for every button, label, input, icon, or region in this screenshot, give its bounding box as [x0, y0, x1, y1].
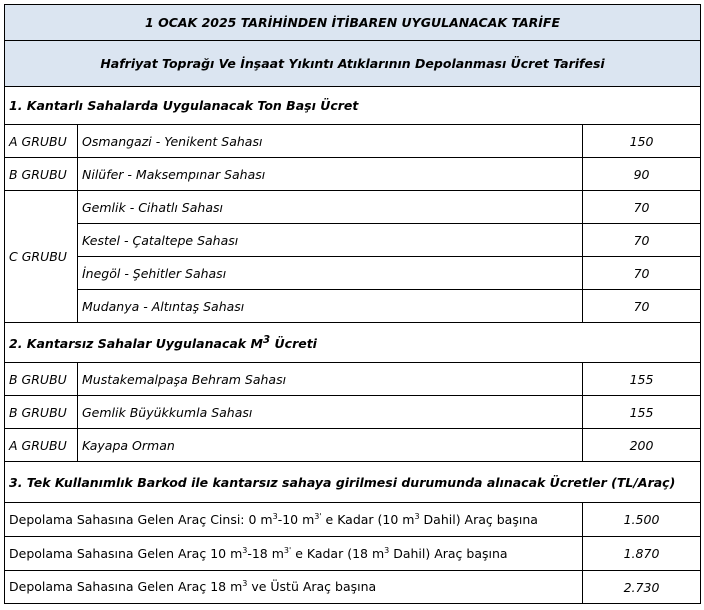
- site-cell: Gemlik Büyükkumla Sahası: [78, 396, 583, 429]
- price-cell: 90: [583, 158, 701, 191]
- group-cell: C GRUBU: [5, 191, 78, 323]
- table-row: [5, 503, 701, 537]
- table-row: [5, 571, 701, 604]
- site-cell: Kestel - Çataltepe Sahası: [78, 224, 583, 257]
- vehicle-description: [5, 537, 583, 571]
- price-cell: 70: [583, 224, 701, 257]
- site-cell: Mudanya - Altıntaş Sahası: [78, 290, 583, 323]
- vehicle-description: [5, 571, 583, 604]
- site-cell: Nilüfer - Maksempınar Sahası: [78, 158, 583, 191]
- price-cell: 155: [583, 396, 701, 429]
- group-cell: B GRUBU: [5, 363, 78, 396]
- group-cell: B GRUBU: [5, 396, 78, 429]
- desc-sup: 3': [314, 511, 322, 521]
- desc-part: ve Üstü Araç başına: [247, 579, 377, 595]
- price-cell: 70: [583, 290, 701, 323]
- section2-title-sup: 3: [262, 333, 271, 346]
- price-cell: 155: [583, 363, 701, 396]
- desc-sup: 3: [384, 545, 390, 555]
- group-cell: A GRUBU: [5, 429, 78, 462]
- desc-part: -10 m: [277, 512, 315, 528]
- desc-part: e Kadar (18 m: [291, 546, 385, 562]
- site-cell: Kayapa Orman: [78, 429, 583, 462]
- table-row: [5, 429, 701, 462]
- section3-title: 3. Tek Kullanımlık Barkod ile kantarsız sahaya girilmesi durumunda alınacak Ücretler (TL/Araç): [5, 462, 701, 503]
- section2-title-main: 2. Kantarsız Sahalar Uygulanacak M: [9, 336, 263, 352]
- desc-part: Depolama Sahasına Gelen Araç 18 m: [9, 579, 243, 595]
- tariff-table: [4, 4, 701, 604]
- desc-part: Depolama Sahasına Gelen Araç 10 m: [9, 546, 243, 562]
- table-row: [5, 363, 701, 396]
- desc-sup: 3: [242, 545, 248, 555]
- price-cell: 70: [583, 257, 701, 290]
- page-subtitle: Hafriyat Toprağı Ve İnşaat Yıkıntı Atıklarının Depolanması Ücret Tarifesi: [5, 41, 701, 87]
- section1-header: [5, 87, 701, 125]
- table-row: [5, 537, 701, 571]
- section2-title-end: Ücreti: [270, 336, 317, 352]
- table-row: [5, 191, 701, 224]
- desc-part: -18 m: [247, 546, 284, 562]
- table-row: [5, 290, 701, 323]
- desc-part: Dahil) Araç başına: [419, 512, 538, 528]
- table-row: [5, 257, 701, 290]
- desc-sup: 3: [414, 511, 420, 521]
- desc-part: Depolama Sahasına Gelen Araç Cinsi: 0 m: [9, 512, 273, 528]
- table-row: [5, 125, 701, 158]
- page-title: 1 OCAK 2025 TARİHİNDEN İTİBAREN UYGULANACAK TARİFE: [5, 5, 701, 41]
- section2-title: [5, 323, 701, 363]
- price-cell: 1.500: [583, 503, 701, 537]
- price-cell: 200: [583, 429, 701, 462]
- section3-header: [5, 462, 701, 503]
- desc-sup: 3': [283, 545, 292, 555]
- desc-part: Dahil) Araç başına: [389, 546, 508, 562]
- group-cell: A GRUBU: [5, 125, 78, 158]
- section1-title: 1. Kantarlı Sahalarda Uygulanacak Ton Başı Ücret: [5, 87, 701, 125]
- price-cell: 1.870: [583, 537, 701, 571]
- price-cell: 70: [583, 191, 701, 224]
- tariff-sheet: [4, 4, 700, 604]
- desc-sup: 3: [242, 579, 248, 589]
- desc-part: e Kadar (10 m: [321, 512, 415, 528]
- title-row: [5, 5, 701, 41]
- site-cell: Gemlik - Cihatlı Sahası: [78, 191, 583, 224]
- site-cell: Osmangazi - Yenikent Sahası: [78, 125, 583, 158]
- subtitle-row: [5, 41, 701, 87]
- table-row: [5, 224, 701, 257]
- table-row: [5, 396, 701, 429]
- section2-header: [5, 323, 701, 363]
- group-cell: B GRUBU: [5, 158, 78, 191]
- site-cell: İnegöl - Şehitler Sahası: [78, 257, 583, 290]
- desc-sup: 3: [272, 511, 278, 521]
- site-cell: Mustakemalpaşa Behram Sahası: [78, 363, 583, 396]
- vehicle-description: [5, 503, 583, 537]
- price-cell: 150: [583, 125, 701, 158]
- price-cell: 2.730: [583, 571, 701, 604]
- table-row: [5, 158, 701, 191]
